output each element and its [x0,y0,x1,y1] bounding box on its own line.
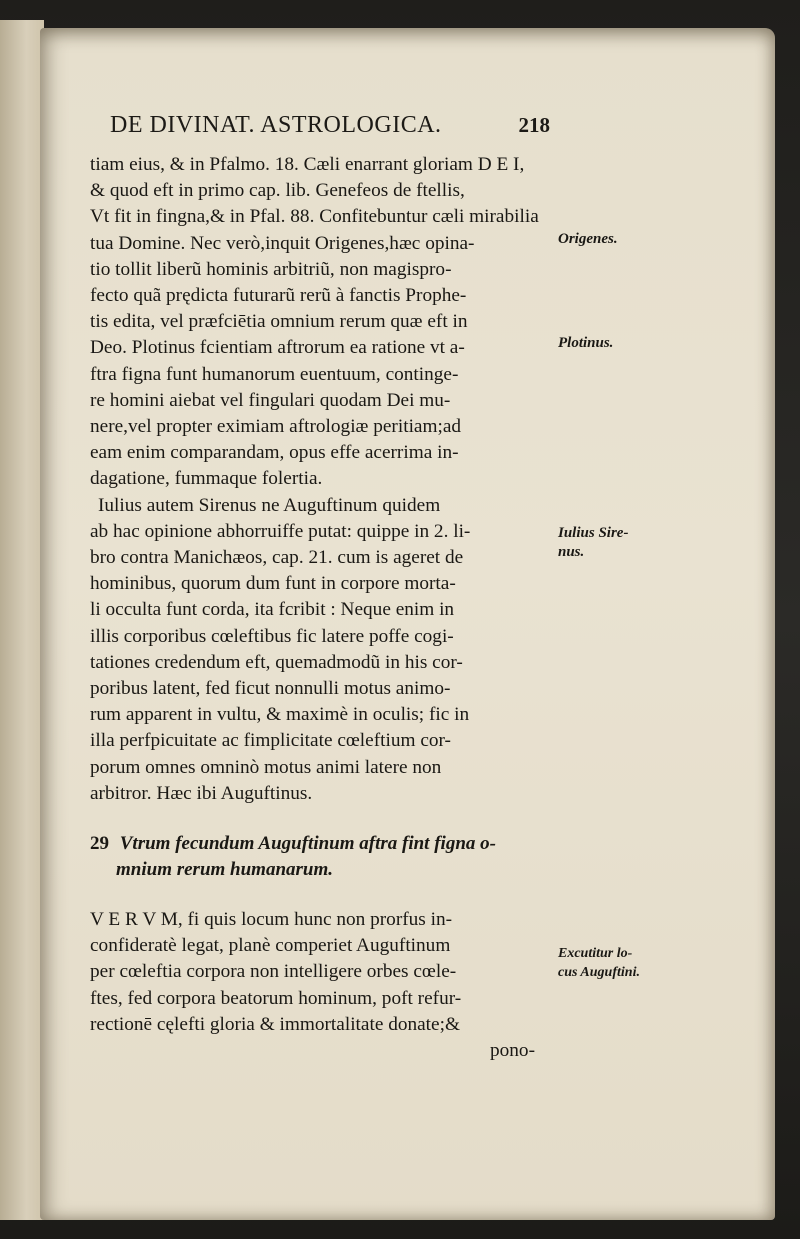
chapter-number: 29 [90,833,109,855]
text-line: rectionē cęlefti gloria & immortalitate donate;& [90,1013,460,1035]
margin-note-plotinus [558,334,688,353]
text-line: bro contra Manichæos, cap. 21. cum is ageret de [90,547,464,569]
margin-note-line: Plotinus. [558,335,614,351]
catchword: pono- [490,1040,535,1062]
text-line: V E R V M, fi quis locum hunc non prorfus in- [90,909,453,931]
text-line: tua Domine. Nec verò,inquit Origenes,hæc opina- [90,232,475,254]
text-line: tiam eius, & in Pfalmo. 18. Cæli enarrant gloriam D E I, [90,154,525,175]
text-line: confideratè legat, planè comperiet Auguftinum [90,935,451,957]
facing-page-edge [0,20,44,1220]
text-line: ftra figna funt humanorum euentuum, continge- [90,363,459,385]
margin-note-line: nus. [558,544,585,560]
text-line: per cœleftia corpora non intelligere orbes cœle- [90,961,457,983]
margin-note-line: Iulius Sire- [558,525,629,541]
text-line: porum omnes omninò motus animi latere non [90,756,442,778]
section-gap [90,883,550,907]
running-title: DE DIVINAT. ASTROLOGICA. [110,112,442,138]
page-number: 218 [518,113,550,137]
text-line: & quod eft in primo cap. lib. Genefeos de ftellis, [90,180,465,202]
text-line: arbitror. Hæc ibi Auguftinus. [90,782,313,804]
text-line: illa perfpicuitate ac fimplicitate cœleftium cor- [90,730,451,752]
text-line: dagatione, fummaque folertia. [90,468,323,490]
margin-note-origenes [558,230,688,249]
text-line: re homini aiebat vel fingulari quodam Dei mu- [90,389,451,411]
body-text [90,152,550,1064]
text-line: Iulius autem Sirenus ne Auguftinum quidem [98,494,441,516]
chapter-title-line-2: mnium rerum humanarum. [116,859,334,881]
text-line: tis edita, vel præfciētia omnium rerum quæ eft in [90,311,468,333]
text-line: rum apparent in vultu, & maximè in oculis; fic in [90,704,470,726]
text-line: li occulta funt corda, ita fcribit : Neque enim in [90,599,455,621]
margin-note-line: Excutitur lo- [558,946,633,961]
margin-note-line: Origenes. [558,231,618,247]
page-header [110,112,550,139]
text-line: tationes credendum eft, quemadmodũ in his cor- [90,651,463,673]
text-line: nere,vel propter eximiam aftrologiæ peritiam;ad [90,416,462,438]
text-line: ab hac opinione abhorruiffe putat: quippe in 2. li- [90,520,471,542]
text-line: poribus latent, fed ficut nonnulli motus animo- [90,678,451,700]
chapter-heading [90,831,550,857]
text-line: eam enim comparandam, opus effe acerrima in- [90,442,459,464]
text-line: ftes, fed corpora beatorum hominum, poft refur- [90,987,462,1009]
text-line: illis corporibus cœleftibus fic latere poffe cogi- [90,625,454,647]
margin-note-iulius-sirenus [558,524,688,562]
text-line: hominibus, quorum dum funt in corpore morta- [90,573,456,595]
margin-note-excutitur [558,944,688,982]
text-line: tio tollit liberũ hominis arbitriũ, non magispro- [90,258,452,280]
section-gap [90,807,550,831]
text-line: Vt fit in fingna,& in Pfal. 88. Confitebuntur cæli mirabilia [90,206,539,228]
text-line: fecto quã prędicta futurarũ rerũ à fanctis Prophe- [90,285,467,307]
text-line: Deo. Plotinus fcientiam aftrorum ea ratione vt a- [90,337,465,359]
margin-note-line: cus Auguftini. [558,965,640,980]
chapter-title-line-1: Vtrum fecundum Auguftinum aftra fint figna o- [119,833,496,855]
